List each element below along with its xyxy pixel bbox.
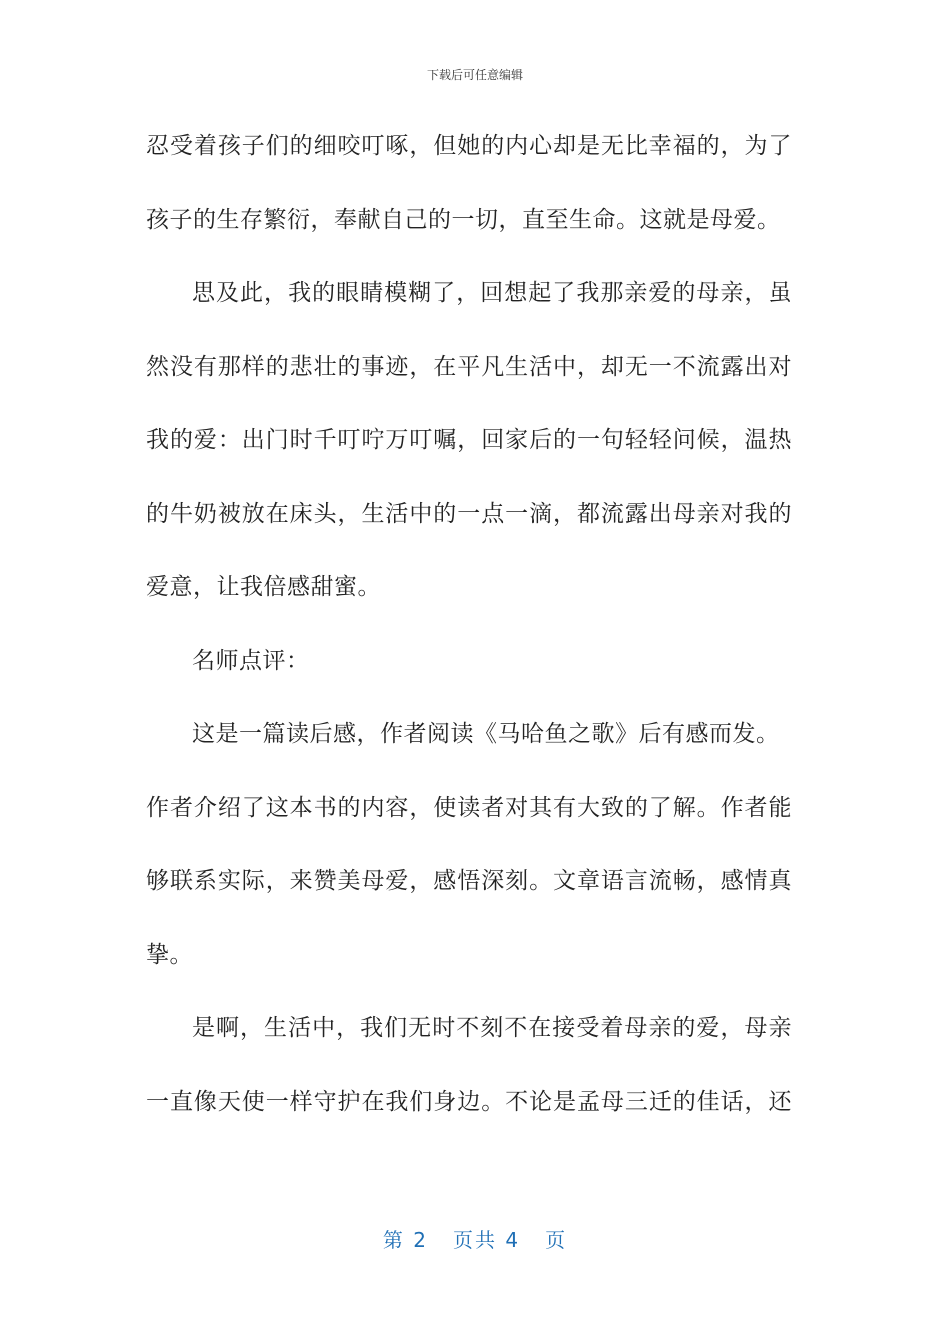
page-prefix: 第 [382, 1228, 405, 1252]
paragraph [146, 698, 792, 992]
text-line: 思及此，我的眼睛模糊了，回想起了我那亲爱的母亲，虽 [192, 280, 792, 306]
text-line: 一直像天使一样守护在我们身边。不论是孟母三迁的佳话，还 [146, 1088, 792, 1115]
page-total: 4 [505, 1228, 521, 1252]
text-line: 是啊，生活中，我们无时不刻不在接受着母亲的爱，母亲 [192, 1015, 792, 1041]
text-line: 挚。 [146, 941, 193, 968]
text-line: 爱意，让我倍感甜蜜。 [146, 574, 381, 600]
text-line: 这是一篇读后感，作者阅读《马哈鱼之歌》后有感而发。 [192, 721, 780, 747]
text-line: 孩子的生存繁衍，奉献自己的一切，直至生命。这就是母爱。 [146, 206, 781, 233]
text-line: 的牛奶被放在床头，生活中的一点一滴，都流露出母亲对我的 [146, 500, 792, 527]
document-body [146, 110, 792, 1139]
header-note: 下载后可任意编辑 [426, 68, 523, 82]
page-number-footer [0, 1224, 950, 1253]
text-line: 作者介绍了这本书的内容，使读者对其有大致的了解。作者能 [146, 794, 792, 821]
paragraph [146, 110, 792, 257]
page-current: 2 [413, 1228, 428, 1252]
text-line: 够联系实际，来赞美母爱，感悟深刻。文章语言流畅，感情真 [146, 868, 792, 894]
page-suffix: 页 [545, 1228, 568, 1252]
text-line: 然没有那样的悲壮的事迹，在平凡生活中，却无一不流露出对 [146, 353, 792, 380]
paragraph [146, 992, 792, 1139]
paragraph [146, 257, 792, 625]
text-line: 我的爱：出门时千叮咛万叮嘱，回家后的一句轻轻问候，温热 [146, 427, 792, 453]
page-mid: 页共 [453, 1228, 497, 1252]
text-line: 忍受着孩子们的细咬叮啄，但她的内心却是无比幸福的，为了 [146, 133, 792, 159]
section-heading: 名师点评： [192, 647, 310, 674]
paragraph [146, 625, 792, 699]
